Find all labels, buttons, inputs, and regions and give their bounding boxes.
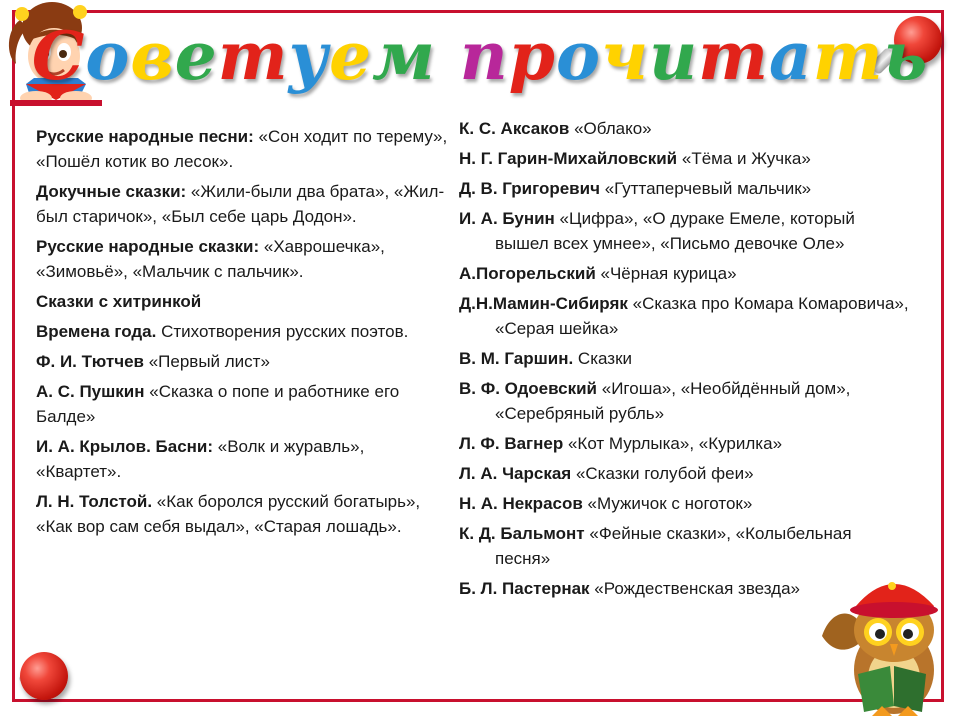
title-letter: т: [698, 17, 770, 95]
book-entry: [459, 206, 909, 256]
book-entry: [459, 491, 909, 516]
book-titles: «Тёма и Жучка»: [677, 149, 811, 168]
book-entry: [36, 379, 451, 429]
book-author: Н. А. Некрасов: [459, 494, 583, 513]
book-titles: «Рождественская звезда»: [589, 579, 800, 598]
book-author: Л. Ф. Вагнер: [459, 434, 564, 453]
title-letter: и: [649, 17, 699, 95]
book-author: Л. Н. Толстой.: [36, 492, 153, 511]
book-titles: «Гуттаперчевый мальчик»: [599, 179, 812, 198]
title-letter: т: [812, 17, 884, 95]
book-author: А.Погорельский: [459, 264, 596, 283]
title-letter: а: [769, 17, 813, 95]
book-author: Н. Г. Гарин-Михайловский: [459, 149, 678, 168]
book-entry: [459, 261, 909, 286]
owl-illustration-icon: [812, 566, 960, 720]
book-author: Русские народные сказки:: [36, 237, 260, 256]
book-titles: «Кот Мурлыка», «Курилка»: [563, 434, 783, 453]
book-titles: Стихотворения русских поэтов.: [156, 322, 409, 341]
book-author: Докучные сказки:: [36, 182, 187, 201]
book-titles: «Фейные сказки», «Колыбельная песня»: [495, 524, 852, 568]
book-entry: [459, 431, 909, 456]
page-title: [0, 14, 960, 98]
book-author: К. С. Аксаков: [459, 119, 570, 138]
book-titles: Сказки: [573, 349, 633, 368]
book-author: Д.Н.Мамин-Сибиряк: [459, 294, 628, 313]
book-entry: [459, 176, 909, 201]
book-entry: [36, 434, 451, 484]
book-titles: «Сказка о попе и работнике его Балде»: [36, 382, 400, 426]
book-titles: «Чёрная курица»: [595, 264, 737, 283]
book-titles: «Первый лист»: [143, 352, 270, 371]
book-author: К. Д. Бальмонт: [459, 524, 585, 543]
book-entry: [459, 146, 909, 171]
book-author: Ф. И. Тютчев: [36, 352, 144, 371]
book-author: А. С. Пушкин: [36, 382, 145, 401]
book-author: Д. В. Григоревич: [459, 179, 600, 198]
title-letter: у: [288, 17, 330, 95]
book-titles: «Облако»: [569, 119, 652, 138]
book-entry: [459, 461, 909, 486]
book-author: Сказки с хитринкой: [36, 292, 202, 311]
book-author: Русские народные песни:: [36, 127, 254, 146]
left-book-list: [36, 124, 451, 544]
book-titles: «Волк и журавль», «Квартет».: [36, 437, 365, 481]
book-author: В. М. Гаршин.: [459, 349, 574, 368]
book-titles: «Мужичок с ноготок»: [582, 494, 753, 513]
book-author: Л. А. Чарская: [459, 464, 572, 483]
book-author: Б. Л. Пастернак: [459, 579, 590, 598]
title-letter: С: [31, 17, 86, 95]
book-entry: [459, 346, 909, 371]
title-letter: м: [372, 17, 436, 95]
book-author: И. А. Бунин: [459, 209, 555, 228]
title-letter: ч: [600, 17, 650, 95]
book-titles: «Как боролся русский богатырь», «Как вор сам себя выдал», «Старая лошадь».: [36, 492, 421, 536]
right-book-list: [459, 116, 909, 606]
book-entry: [36, 179, 451, 229]
book-entry: [36, 124, 451, 174]
book-entry: [459, 521, 909, 571]
title-letter: п: [459, 17, 509, 95]
book-titles: «Игоша», «Необйдённый дом», «Серебряный рубль»: [495, 379, 851, 423]
book-entry: [36, 489, 451, 539]
title-letter: о: [555, 17, 601, 95]
book-titles: «Жили-были два брата», «Жил-был старичок», «Был себе царь Додон».: [36, 182, 445, 226]
book-titles: «Хаврошечка», «Зимовьё», «Мальчик с пальчик».: [36, 237, 385, 281]
book-titles: «Сон ходит по терему», «Пошёл котик во лесок».: [36, 127, 448, 171]
book-author: И. А. Крылов. Басни:: [36, 437, 214, 456]
book-titles: «Сказка про Комара Комаровича», «Серая шейка»: [495, 294, 909, 338]
pushpin-icon: [20, 652, 68, 700]
book-entry: [459, 376, 909, 426]
book-author: В. Ф. Одоевский: [459, 379, 598, 398]
title-letter: о: [85, 17, 131, 95]
book-entry: [459, 291, 909, 341]
book-entry: [36, 234, 451, 284]
title-letter: ь: [883, 17, 929, 95]
title-letter: [436, 17, 460, 95]
title-letter: р: [508, 17, 556, 95]
title-letter: е: [329, 17, 373, 95]
title-letter: т: [217, 17, 289, 95]
book-entry: [36, 319, 451, 344]
book-titles: «Цифра», «О дураке Емеле, который вышел всех умнее», «Письмо девочке Оле»: [495, 209, 855, 253]
title-letter: в: [130, 17, 175, 95]
book-entry: [459, 116, 909, 141]
book-titles: «Сказки голубой феи»: [571, 464, 754, 483]
book-author: Времена года.: [36, 322, 157, 341]
title-letter: е: [174, 17, 218, 95]
book-entry: [36, 289, 451, 314]
book-entry: [36, 349, 451, 374]
